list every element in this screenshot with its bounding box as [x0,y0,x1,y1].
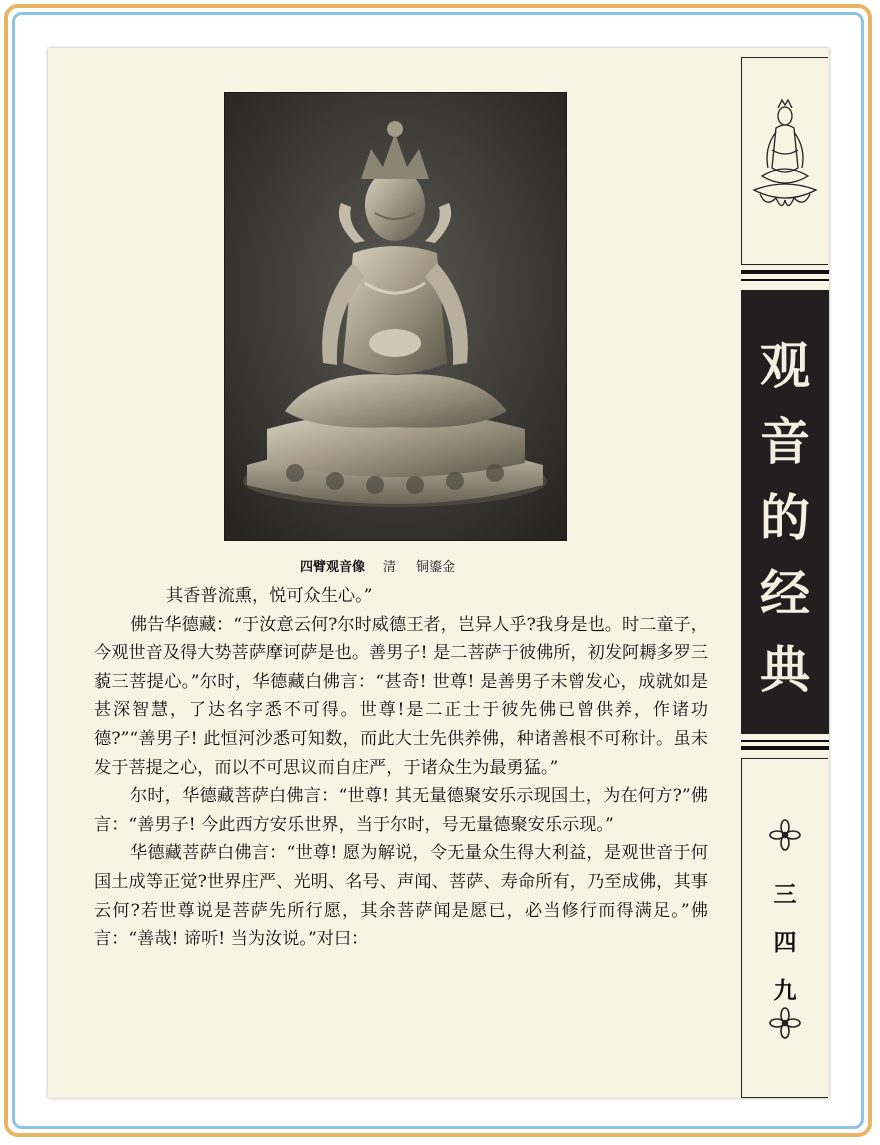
chapter-title-char: 音 [760,412,810,471]
paragraph: 佛告华德藏：“于汝意云何?尔时威德王者，岂异人乎?我身是也。时二童子，今观世音及得大势菩萨摩诃萨是也。善男子! 是二菩萨于彼佛所，初发阿耨多罗三藐三菩提心。”尔时，华德藏白佛言：“甚奇! 世尊! 是善男子未曾发心，成就如是甚深智慧，了达名字悉不可得。世尊!是二正士于彼先佛已曾供养，作诸功德?”“善男子! 此恒河沙悉可知数，而此大士先供养佛，种诸善根不可称计。虽未发于菩提之心，而以不可思议而自庄严，于诸众生为最勇猛。” [94,614,708,778]
sidebar-rule [741,740,829,742]
sidebar-rule [741,279,829,281]
page-number-char: 九 [773,977,797,1004]
paragraph: 尔时，华德藏菩萨白佛言：“世尊! 其无量德聚安乐示现国土，为在何方?”佛言：“善男子! 今此西方安乐世界，当于尔时，号无量德聚安乐示现。” [94,786,708,835]
sidebar-rule [741,746,829,750]
caption-dynasty: 清 [383,560,397,575]
photo-caption [300,556,540,575]
page-number-char: 三 [773,881,797,908]
flower-ornament-icon [769,819,801,851]
paragraph: 华德藏菩萨白佛言：“世尊! 愿为解说，令无量众生得大利益，是观世音于何国土成等正觉?世界庄严、光明、名号、声闻、菩萨、寿命所有，乃至成佛，其事云何?若世尊说是菩萨先所行愿，其余菩萨闻是愿已，必当修行而得满足。”佛言：“善哉! 谛听! 当为汝说。”对曰： [94,843,708,950]
chapter-title-char: 经 [760,564,810,623]
chapter-title-char: 观 [760,336,810,395]
body-text [94,582,708,954]
page-number [742,871,828,1015]
guanyin-emblem-icon [742,58,828,264]
statue-photo [224,92,567,541]
statue-image [225,93,566,540]
caption-title: 四臂观音像 [300,560,366,575]
paragraph: 其香普流熏，悦可众生心。” [166,586,373,606]
flower-ornament-icon [769,1007,801,1039]
chapter-title [741,328,829,708]
sidebar-rule [741,270,829,274]
chapter-title-char: 典 [760,640,810,699]
chapter-title-char: 的 [760,488,810,547]
page-number-box [741,758,828,1098]
caption-material: 铜鎏金 [416,560,456,575]
chapter-title-band [741,290,829,734]
sidebar-emblem-box [741,57,828,265]
page-number-char: 四 [773,929,797,956]
